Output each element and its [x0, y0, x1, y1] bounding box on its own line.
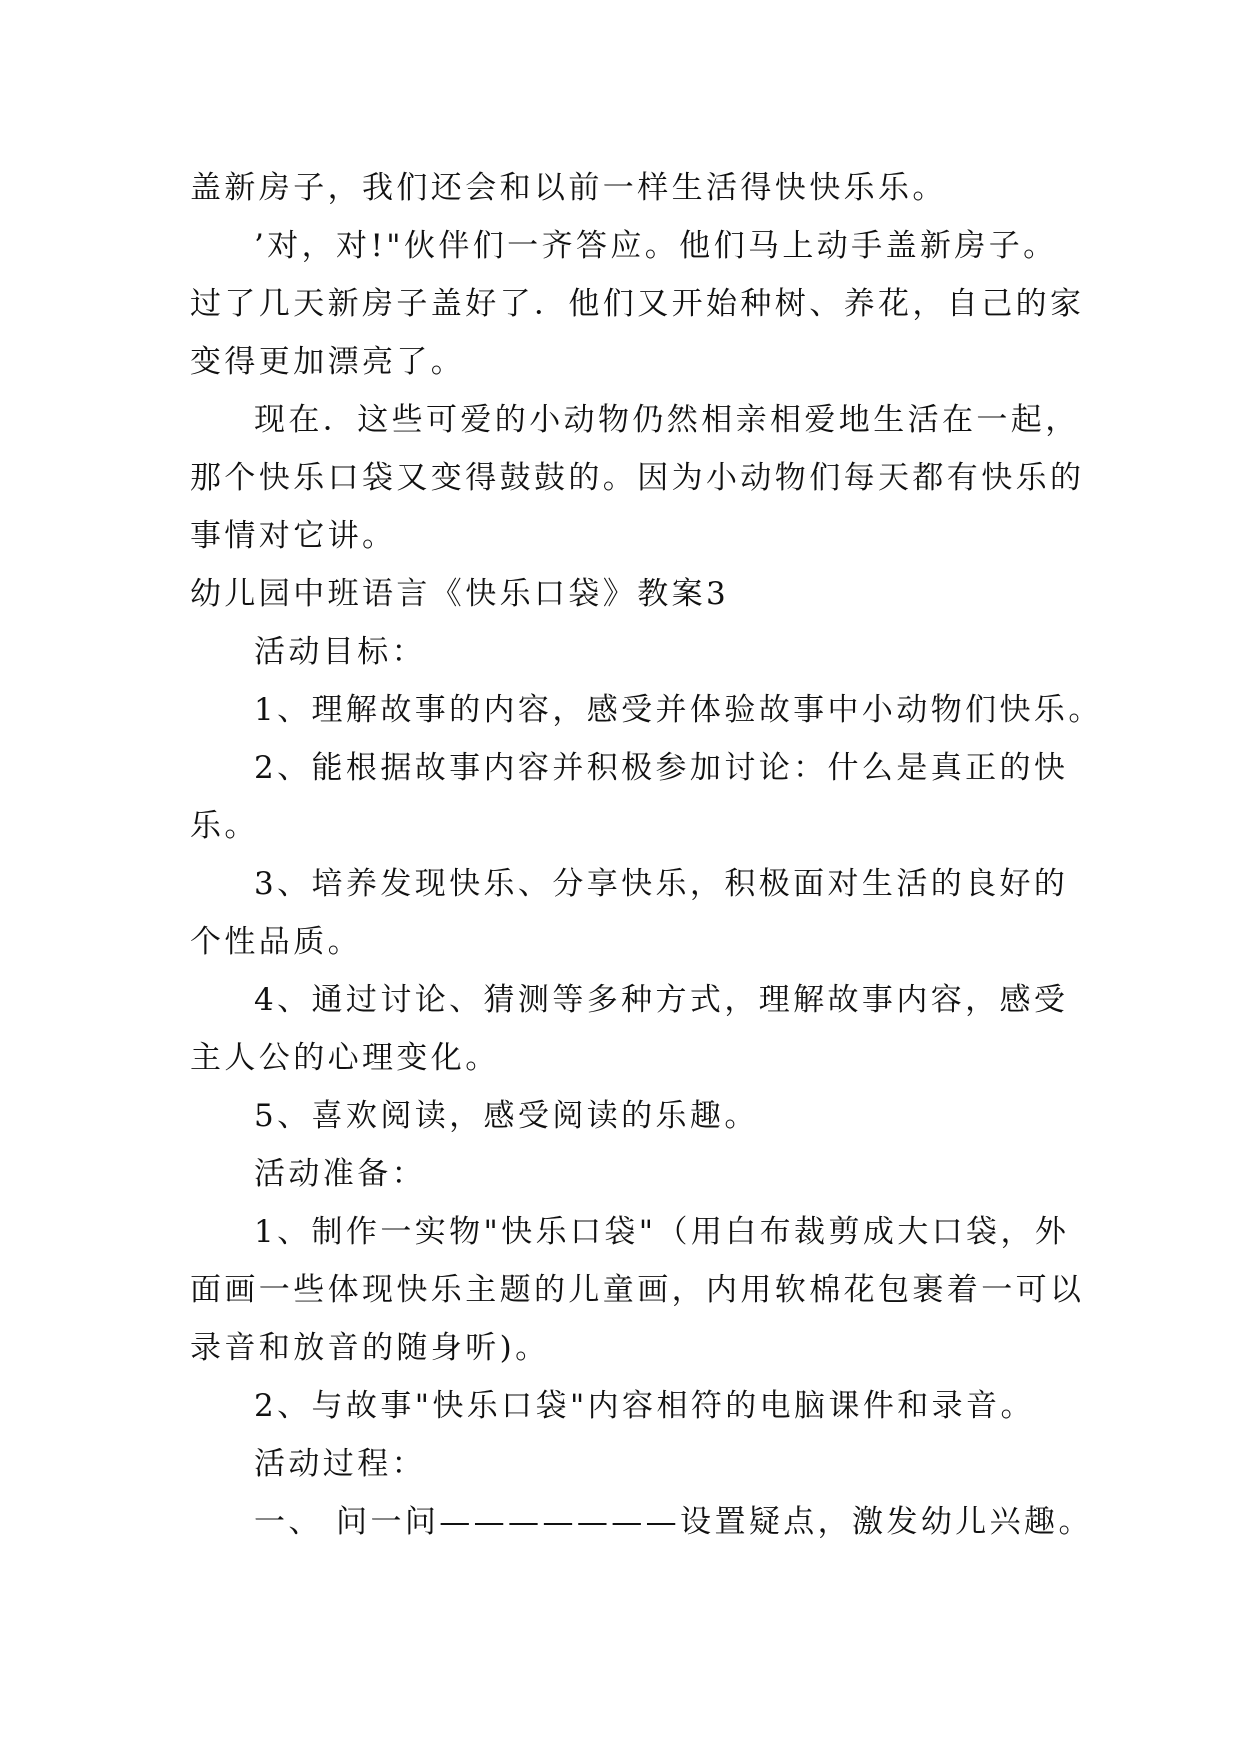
section-heading: 幼儿园中班语言《快乐口袋》教案3: [190, 576, 730, 612]
text-line: 盖新房子，我们还会和以前一样生活得快快乐乐。: [190, 170, 947, 206]
text-line: ’对，对!"伙伴们一齐答应。他们马上动手盖新房子。: [254, 228, 1058, 264]
text-line: 一、 问一问———————设置疑点，激发幼儿兴趣。: [254, 1504, 1093, 1540]
text-line: 2、能根据故事内容并积极参加讨论：什么是真正的快: [254, 750, 1069, 786]
text-line: 录音和放音的随身听)。: [190, 1330, 550, 1366]
text-line: 4、通过讨论、猜测等多种方式，理解故事内容，感受: [254, 982, 1069, 1018]
text-line: 3、培养发现快乐、分享快乐，积极面对生活的良好的: [254, 866, 1069, 902]
text-line: 活动过程：: [254, 1446, 426, 1482]
text-line: 过了几天新房子盖好了．他们又开始种树、养花，自己的家: [190, 286, 1085, 322]
text-line: 活动目标：: [254, 634, 426, 670]
text-line: 1、理解故事的内容，感受并体验故事中小动物们快乐。: [254, 692, 1103, 728]
text-line: 事情对它讲。: [190, 518, 397, 554]
text-line: 现在．这些可爱的小动物仍然相亲相爱地生活在一起，: [254, 402, 1080, 438]
text-line: 5、喜欢阅读，感受阅读的乐趣。: [254, 1098, 759, 1134]
text-line: 2、与故事"快乐口袋"内容相符的电脑课件和录音。: [254, 1388, 1035, 1424]
text-line: 变得更加漂亮了。: [190, 344, 466, 380]
text-line: 1、制作一实物"快乐口袋"（用白布裁剪成大口袋，外: [254, 1214, 1070, 1250]
text-line: 活动准备：: [254, 1156, 426, 1192]
text-line: 主人公的心理变化。: [190, 1040, 500, 1076]
text-line: 那个快乐口袋又变得鼓鼓的。因为小动物们每天都有快乐的: [190, 460, 1085, 496]
text-line: 个性品质。: [190, 924, 362, 960]
text-line: 面画一些体现快乐主题的儿童画，内用软棉花包裹着一可以: [190, 1272, 1085, 1308]
text-line: 乐。: [190, 808, 259, 844]
